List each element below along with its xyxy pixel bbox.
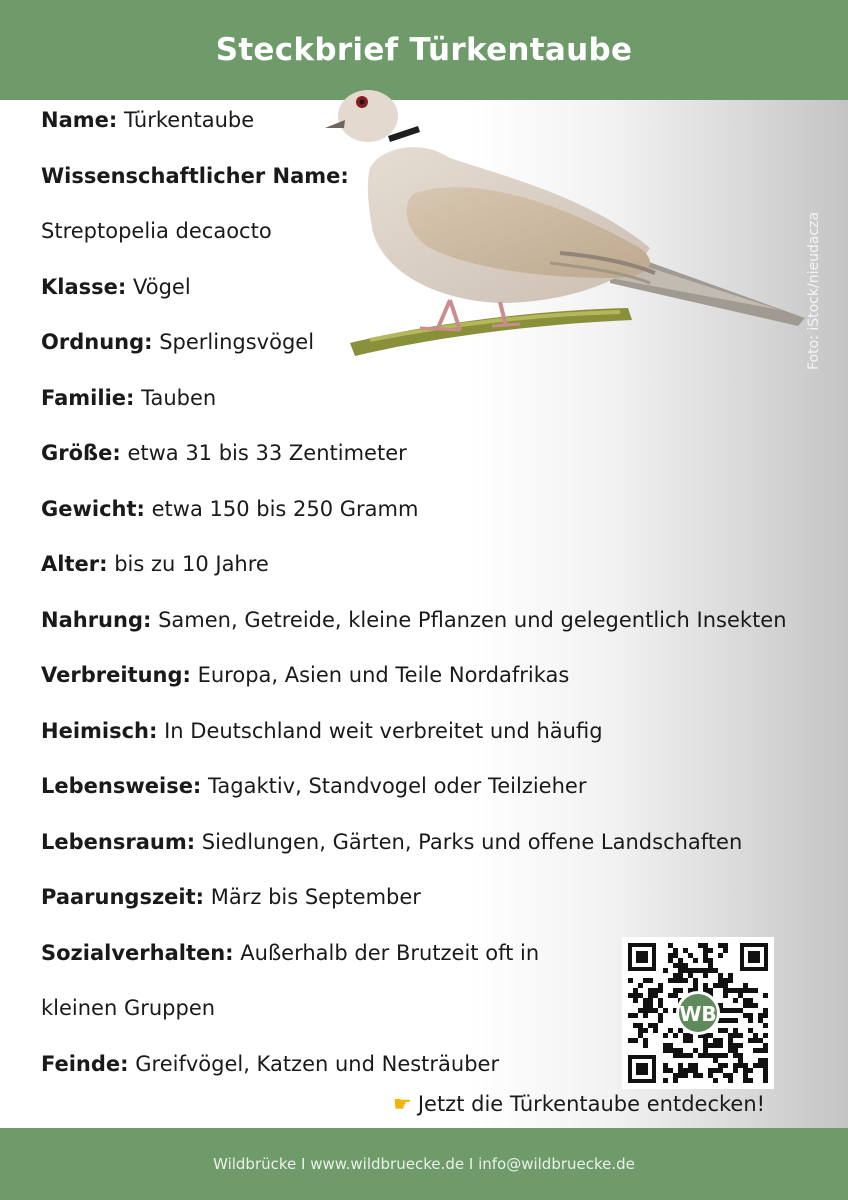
fact-value: Außerhalb der Brutzeit oft in <box>240 940 540 965</box>
fact-value: Tauben <box>141 385 217 410</box>
fact-value: In Deutschland weit verbreitet und häufig <box>164 718 603 743</box>
page-title: Steckbrief Türkentaube <box>215 32 633 68</box>
fact-row <box>41 103 254 137</box>
fact-label: Klasse: <box>41 274 127 299</box>
fact-label: Größe: <box>41 441 121 465</box>
pointing-hand-icon: ☛ <box>393 1092 412 1116</box>
fact-row <box>41 381 216 415</box>
fact-label: Nahrung: <box>41 607 152 632</box>
fact-label: Lebensraum: <box>41 829 196 854</box>
fact-label: Heimisch: <box>41 718 158 743</box>
fact-label: Lebensweise: <box>41 774 202 798</box>
fact-row <box>41 1047 499 1081</box>
fact-label: Paarungszeit: <box>41 885 205 909</box>
fact-label: Wissenschaftlicher Name: <box>41 163 349 188</box>
fact-label: Name: <box>41 108 118 132</box>
dove-photo <box>310 78 820 368</box>
fact-label: Gewicht: <box>41 496 145 521</box>
fact-value: Sperlingsvögel <box>159 330 315 354</box>
fact-row <box>41 492 418 526</box>
photo-credit: Foto: iStock/nieudacza <box>806 211 822 370</box>
fact-value: Streptopelia decaocto <box>41 219 272 243</box>
fact-label: Sozialverhalten: <box>41 940 234 965</box>
fact-value: Europa, Asien und Teile Nordafrikas <box>197 663 570 687</box>
qr-logo: WB <box>679 1002 717 1026</box>
footer-contact: Wildbrücke I www.wildbruecke.de I info@wildbruecke.de <box>213 1155 635 1173</box>
fact-row <box>41 769 586 803</box>
qr-code[interactable] <box>622 937 774 1089</box>
fact-value: März bis September <box>210 885 421 909</box>
fact-value: Siedlungen, Gärten, Parks und offene Landschaften <box>201 829 743 854</box>
fact-row <box>41 880 421 914</box>
fact-value: etwa 31 bis 33 Zentimeter <box>127 441 407 465</box>
fact-row <box>41 436 407 470</box>
fact-row <box>41 270 191 304</box>
fact-row <box>41 825 742 859</box>
fact-value: Vögel <box>132 274 191 299</box>
fact-label: Alter: <box>41 552 108 576</box>
fact-row <box>41 936 539 970</box>
cta-link[interactable] <box>393 1089 765 1119</box>
fact-value: Greifvögel, Katzen und Nesträuber <box>135 1051 500 1076</box>
fact-row <box>41 159 349 193</box>
footer-bar <box>0 1128 848 1200</box>
fact-label: Feinde: <box>41 1051 129 1076</box>
fact-row <box>41 658 569 692</box>
fact-row <box>41 325 314 359</box>
cta-text: Jetzt die Türkentaube entdecken! <box>417 1092 766 1116</box>
fact-label: Ordnung: <box>41 330 153 354</box>
fact-label: Verbreitung: <box>41 663 191 687</box>
fact-value: Türkentaube <box>123 108 255 132</box>
fact-value: etwa 150 bis 250 Gramm <box>151 496 419 521</box>
fact-label: Familie: <box>41 385 135 410</box>
fact-value: bis zu 10 Jahre <box>114 552 269 576</box>
fact-value: Samen, Getreide, kleine Pflanzen und gelegentlich Insekten <box>158 607 787 632</box>
fact-row <box>41 991 215 1025</box>
fact-value: Tagaktiv, Standvogel oder Teilzieher <box>208 774 587 798</box>
fact-row <box>41 547 269 581</box>
fact-row <box>41 603 787 637</box>
fact-row <box>41 714 603 748</box>
fact-value: kleinen Gruppen <box>41 996 216 1020</box>
fact-row <box>41 214 272 248</box>
